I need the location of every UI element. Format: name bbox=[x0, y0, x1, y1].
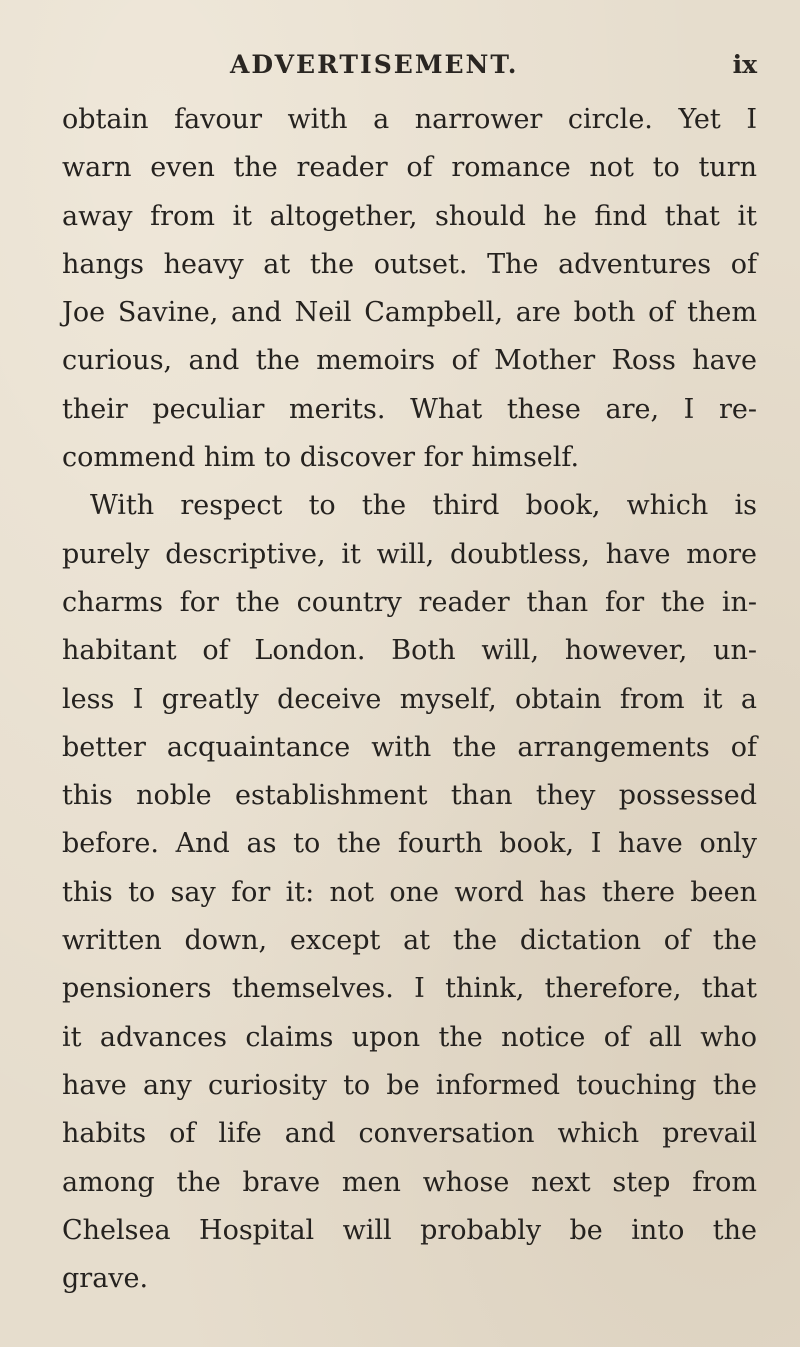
text-line: curious, and the memoirs of Mother Ross have bbox=[62, 345, 757, 377]
text-line: this noble establishment than they possessed bbox=[62, 780, 757, 812]
text-line: written down, except at the dictation of the bbox=[62, 925, 757, 957]
text-line: warn even the reader of romance not to turn bbox=[62, 152, 757, 184]
text-line: With respect to the third book, which is bbox=[90, 490, 757, 522]
body-text bbox=[62, 96, 757, 1303]
page-header bbox=[62, 50, 757, 90]
running-title: ADVERTISEMENT. bbox=[230, 50, 519, 79]
text-line: among the brave men whose next step from bbox=[62, 1166, 757, 1198]
text-line: have any curiosity to be informed touching the bbox=[62, 1069, 757, 1101]
text-line: hangs heavy at the outset. The adventures of bbox=[62, 248, 757, 280]
text-line: this to say for it: not one word has there been bbox=[62, 876, 757, 908]
text-line: it advances claims upon the notice of all who bbox=[62, 1021, 757, 1053]
text-line: grave. bbox=[62, 1263, 149, 1295]
text-line: pensioners themselves. I think, therefore, that bbox=[62, 973, 757, 1005]
text-line: obtain favour with a narrower circle. Yet I bbox=[62, 104, 757, 135]
text-line: better acquaintance with the arrangements of bbox=[62, 731, 757, 763]
page-number: ix bbox=[732, 50, 757, 79]
text-line: habitant of London. Both will, however, un- bbox=[62, 635, 757, 667]
text-line: Joe Savine, and Neil Campbell, are both of them bbox=[62, 297, 757, 329]
text-line: purely descriptive, it will, doubtless, have more bbox=[62, 538, 757, 570]
text-line: commend him to discover for himself. bbox=[62, 442, 580, 474]
text-line: less I greatly deceive myself, obtain from it a bbox=[62, 683, 757, 715]
text-line: away from it altogether, should he find that it bbox=[62, 200, 757, 232]
text-line: charms for the country reader than for the in- bbox=[62, 586, 757, 618]
text-line: before. And as to the fourth book, I have only bbox=[62, 828, 757, 860]
text-line: Chelsea Hospital will probably be into the bbox=[62, 1214, 757, 1246]
text-line: their peculiar merits. What these are, I re- bbox=[62, 393, 757, 425]
text-line: habits of life and conversation which prevail bbox=[62, 1118, 757, 1150]
